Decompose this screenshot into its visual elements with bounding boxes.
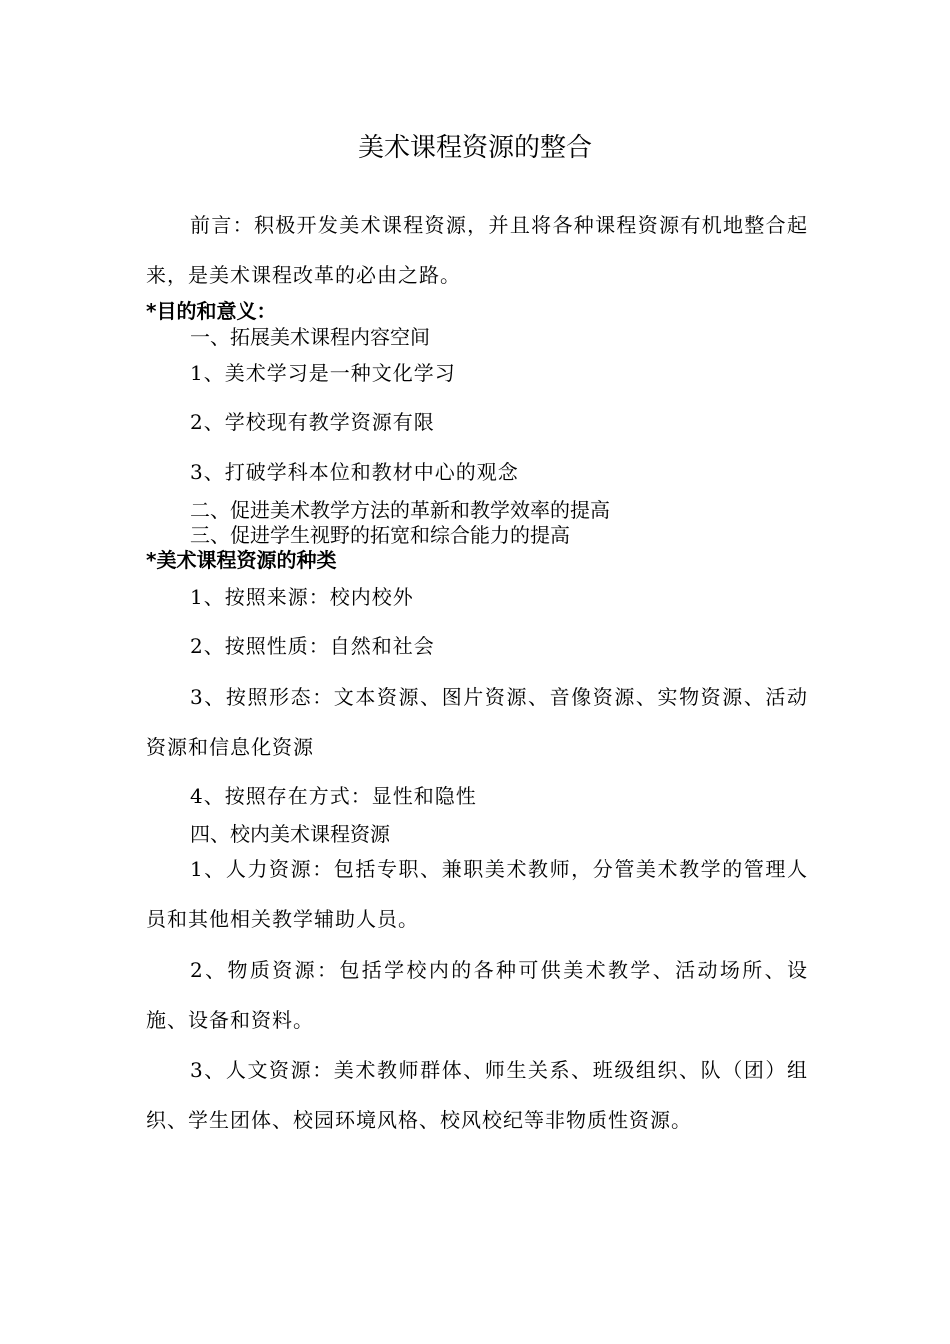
list-item: 1、按照来源：校内校外 bbox=[190, 585, 414, 609]
types-heading: *美术课程资源的种类 bbox=[146, 548, 337, 572]
preface-paragraph: 前言：积极开发美术课程资源，并且将各种课程资源有机地整合起来，是美术课程改革的必由之路。 bbox=[146, 213, 808, 287]
material-resources-paragraph: 2、物质资源：包括学校内的各种可供美术教学、活动场所、设施、设备和资料。 bbox=[146, 958, 808, 1032]
list-item: 4、按照存在方式：显性和隐性 bbox=[190, 784, 477, 808]
section-4-heading: 四、校内美术课程资源 bbox=[190, 822, 390, 846]
purpose-heading: *目的和意义： bbox=[146, 299, 277, 323]
section-3-heading: 三、促进学生视野的拓宽和综合能力的提高 bbox=[190, 523, 570, 547]
list-item: 2、按照性质：自然和社会 bbox=[190, 634, 435, 658]
list-item: 3、打破学科本位和教材中心的观念 bbox=[190, 460, 519, 484]
human-resources-paragraph: 1、人力资源：包括专职、兼职美术教师，分管美术教学的管理人员和其他相关教学辅助人员。 bbox=[146, 857, 808, 931]
document-title: 美术课程资源的整合 bbox=[357, 133, 592, 163]
types-item-3-paragraph: 3、按照形态：文本资源、图片资源、音像资源、实物资源、活动资源和信息化资源 bbox=[146, 685, 808, 759]
list-item: 2、学校现有教学资源有限 bbox=[190, 410, 435, 434]
section-2-heading: 二、促进美术教学方法的革新和教学效率的提高 bbox=[190, 498, 610, 522]
list-item: 1、美术学习是一种文化学习 bbox=[190, 361, 456, 385]
section-1-heading: 一、拓展美术课程内容空间 bbox=[190, 325, 430, 349]
cultural-resources-paragraph: 3、人文资源：美术教师群体、师生关系、班级组织、队（团）组织、学生团体、校园环境风格、校风校纪等非物质性资源。 bbox=[146, 1058, 808, 1132]
